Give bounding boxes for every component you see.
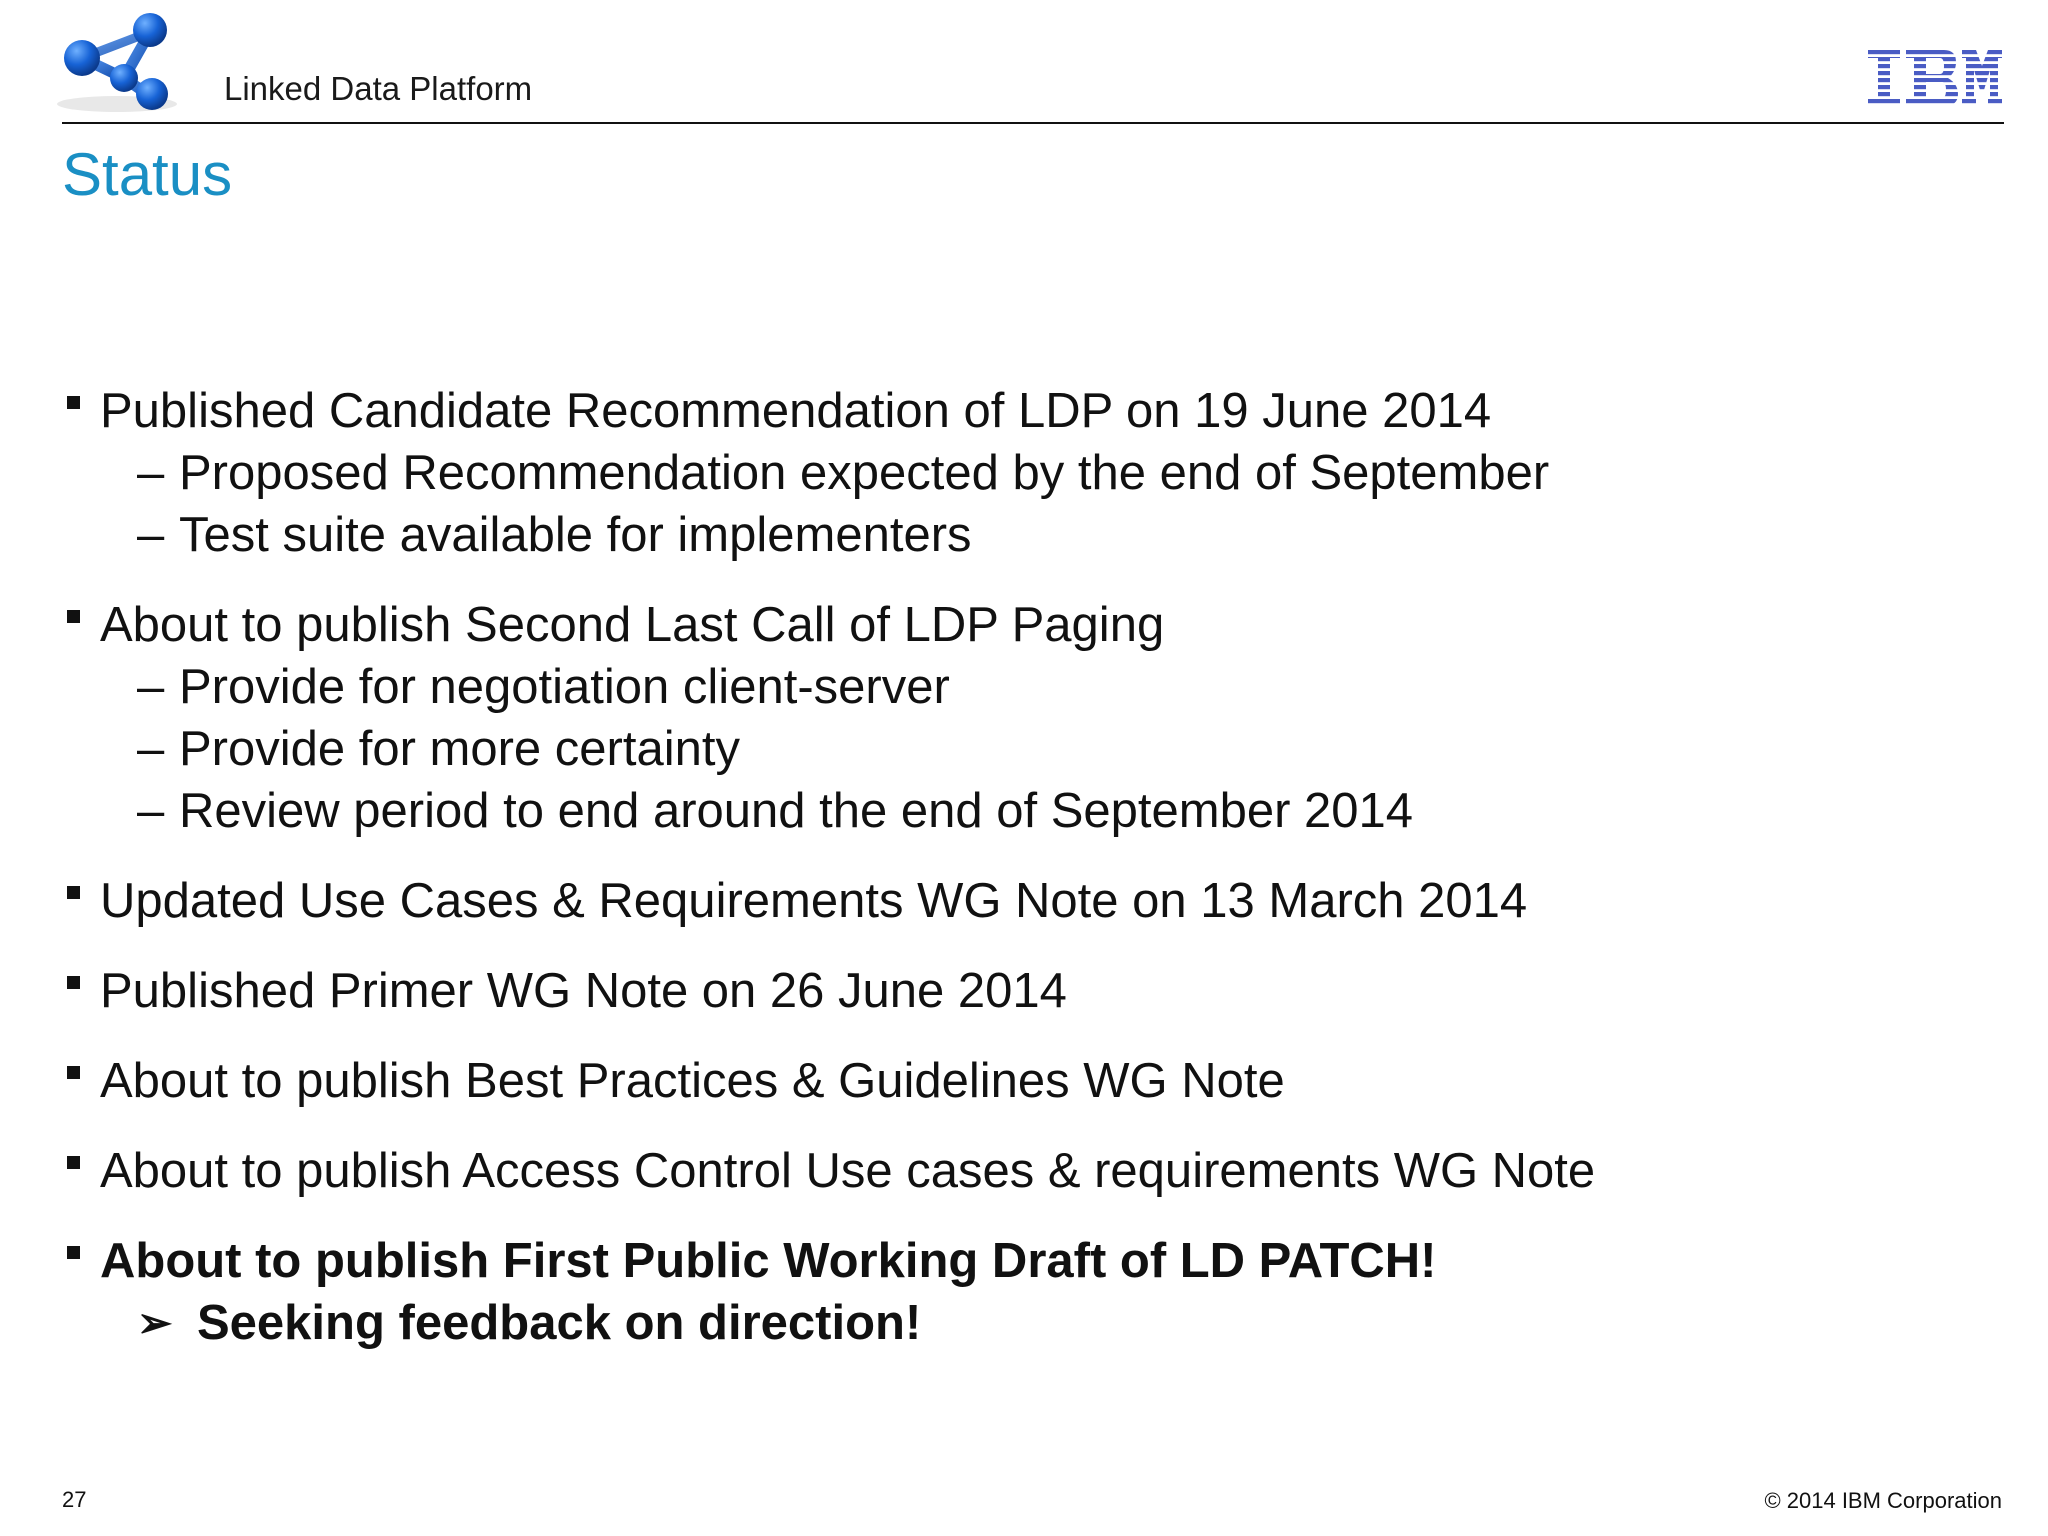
sub-bullet-item xyxy=(62,504,1992,566)
ibm-logo-icon xyxy=(1866,50,2002,106)
sub-bullet-text: Seeking feedback on direction! xyxy=(197,1296,922,1350)
ldp-molecule-logo-icon xyxy=(52,6,182,116)
bullet-item xyxy=(62,1050,1992,1112)
dash-bullet-icon: – xyxy=(137,446,165,500)
bullet-text: About to publish First Public Working Draft of LD PATCH! xyxy=(100,1234,1437,1288)
bullet-item xyxy=(62,1140,1992,1202)
sub-bullet-text: Review period to end around the end of September 2014 xyxy=(179,784,1414,838)
bullet-list xyxy=(62,380,1992,1354)
dash-bullet-icon: – xyxy=(137,784,165,838)
bullet-text: Published Candidate Recommendation of LDP on 19 June 2014 xyxy=(100,384,1492,438)
dash-bullet-icon: – xyxy=(137,660,165,714)
header-divider xyxy=(62,122,2004,124)
sub-bullet-text: Test suite available for implementers xyxy=(179,508,972,562)
arrow-bullet-icon: ➢ xyxy=(137,1299,173,1346)
bullet-text: About to publish Access Control Use cases & requirements WG Note xyxy=(100,1144,1596,1198)
sub-bullet-item xyxy=(62,718,1992,780)
sub-bullet-text: Provide for more certainty xyxy=(179,722,740,776)
dash-bullet-icon: – xyxy=(137,722,165,776)
bullet-item xyxy=(62,960,1992,1022)
bullet-item xyxy=(62,594,1992,656)
sub-bullet-text: Proposed Recommendation expected by the end of September xyxy=(179,446,1550,500)
sub-bullet-item xyxy=(62,780,1992,842)
arrow-sub-bullet-item xyxy=(62,1292,1992,1354)
sub-bullet-item xyxy=(62,442,1992,504)
bullet-item xyxy=(62,1230,1992,1292)
sub-bullet-text: Provide for negotiation client-server xyxy=(179,660,950,714)
bullet-item xyxy=(62,380,1992,442)
slide-title: Status xyxy=(62,141,233,208)
page-number: 27 xyxy=(62,1487,87,1512)
bullet-text: About to publish Second Last Call of LDP Paging xyxy=(100,598,1165,652)
bullet-text: About to publish Best Practices & Guidelines WG Note xyxy=(100,1054,1285,1108)
header-title: Linked Data Platform xyxy=(224,70,533,107)
bullet-item xyxy=(62,870,1992,932)
bullet-text: Updated Use Cases & Requirements WG Note on 13 March 2014 xyxy=(100,874,1528,928)
copyright-notice: © 2014 IBM Corporation xyxy=(1764,1488,2002,1513)
bullet-text: Published Primer WG Note on 26 June 2014 xyxy=(100,964,1067,1018)
dash-bullet-icon: – xyxy=(137,508,165,562)
sub-bullet-item xyxy=(62,656,1992,718)
